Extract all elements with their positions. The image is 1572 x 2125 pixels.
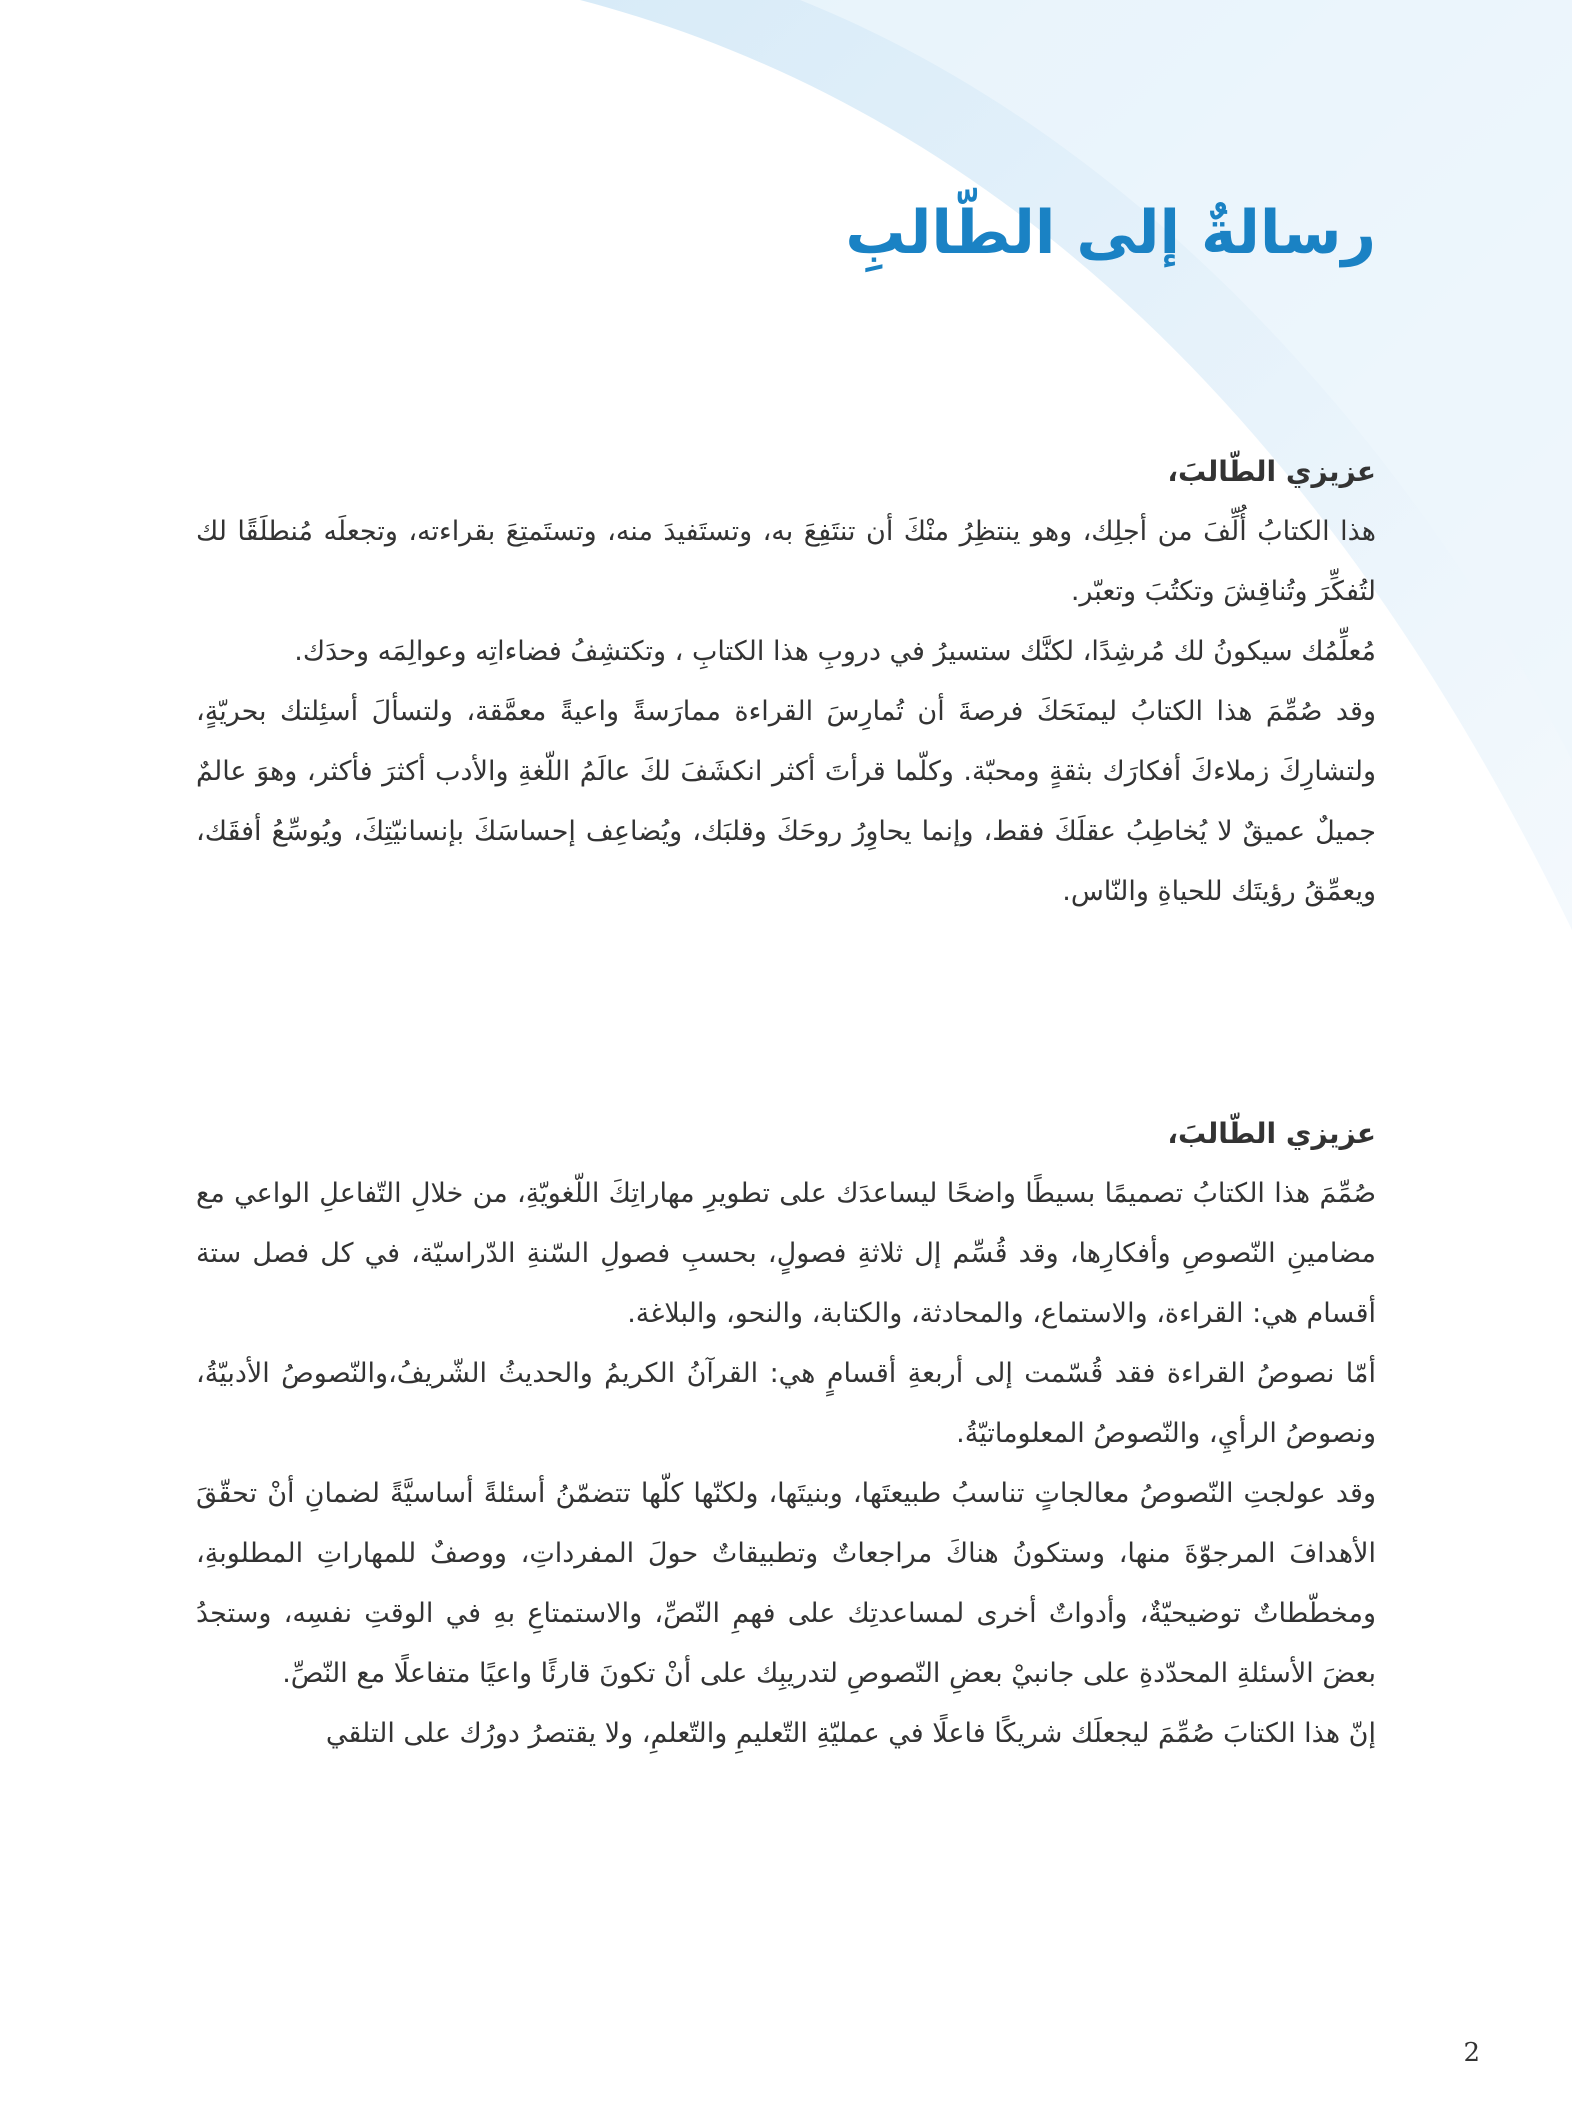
page-title: رسالةٌ إلى الطّالبِ xyxy=(845,198,1376,268)
paragraph: أمّا نصوصُ القراءة فقد قُسّمت إلى أربعةِ أقسامٍ هي: القرآنُ الكريمُ والحديثُ الشّريفُ،والنّصوصُ الأدبيّةُ، ونصوصُ الرأيِ، والنّصوصُ المعلوماتيّةُ. xyxy=(196,1358,1376,1449)
paragraph: إنّ هذا الكتابَ صُمِّمَ ليجعلَك شريكًا فاعلًا في عمليّةِ التّعليمِ والتّعلمِ، ولا يقتصرُ دورُك على التلقي xyxy=(325,1718,1376,1749)
paragraph: وقد عولجتِ النّصوصُ معالجاتٍ تناسبُ طبيعتَها، وبنيتَها، ولكنّها كلّها تتضمّنُ أسئلةً أساسيَّةً لضمانِ أنْ تحقّقَ الأهدافَ المرجوّةَ منها، وستكونُ هناكَ مراجعاتٌ وتطبيقاتٌ حولَ المفرداتِ، ووصفٌ للمهاراتِ المطلوبةِ، ومخطّطاتٌ توضيحيّةٌ، وأدواتٌ أخرى لمساعدتِك على فهمِ النّصِّ، والاستمتاعِ بهِ في الوقتِ نفسِه، وستجدُ بعضَ الأسئلةِ المحدّدةِ على جانبيْ بعضِ النّصوصِ لتدريبِك على أنْ تكونَ قارئًا واعيًا متفاعلًا مع النّصِّ. xyxy=(196,1478,1376,1689)
letter-section-1 xyxy=(196,442,1376,922)
greeting: عزيزي الطّالبَ، xyxy=(1167,1117,1376,1150)
paragraph: هذا الكتابُ أُلِّفَ من أجلِك، وهو ينتظِرُ منْكَ أن تنتَفِعَ به، وتستَفيدَ منه، وتستَمتِعَ بقراءته، وتجعلَه مُنطلَقًا لك لتُفكِّرَ وتُناقِشَ وتكتُبَ وتعبّر. xyxy=(196,516,1376,607)
page-number: 2 xyxy=(1463,2038,1480,2068)
paragraph: مُعلِّمُك سيكونُ لك مُرشِدًا، لكنَّك ستسيرُ في دروبِ هذا الكتابِ ، وتكتشِفُ فضاءاتِه وعوالِمَه وحدَك. xyxy=(294,636,1376,667)
paragraph: وقد صُمِّمَ هذا الكتابُ ليمنَحَكَ فرصةَ أن تُمارِسَ القراءة ممارَسةً واعيةً معمَّقة، ولتسألَ أسئِلتك بحريّةٍ، ولتشارِكَ زملاءكَ أفكارَك بثقةٍ ومحبّة. وكلّما قرأتَ أكثر انكشَفَ لكَ عالَمُ اللّغةِ والأدب أكثرَ فأكثر، وهوَ عالمٌ جميلٌ عميقٌ لا يُخاطِبُ عقلَكَ فقط، وإنما يحاوِرُ روحَكَ وقلبَك، ويُضاعِف إحساسَكَ بإنسانيّتِكَ، ويُوسِّعُ أفقَك، ويعمِّقُ رؤيتَك للحياةِ والنّاس. xyxy=(196,696,1376,907)
letter-section-2 xyxy=(196,1104,1376,1764)
paragraph: صُمِّمَ هذا الكتابُ تصميمًا بسيطًا واضحًا ليساعدَك على تطويرِ مهاراتِكَ اللّغويّةِ، من خلالِ التّفاعلِ الواعي مع مضامينِ النّصوصِ وأفكارِها، وقد قُسِّم إل ثلاثةِ فصولٍ، بحسبِ فصولِ السّنةِ الدّراسيّة، في كل فصل ستة أقسام هي: القراءة، والاستماع، والمحادثة، والكتابة، والنحو، والبلاغة. xyxy=(196,1178,1376,1329)
greeting: عزيزي الطّالبَ، xyxy=(1167,455,1376,488)
